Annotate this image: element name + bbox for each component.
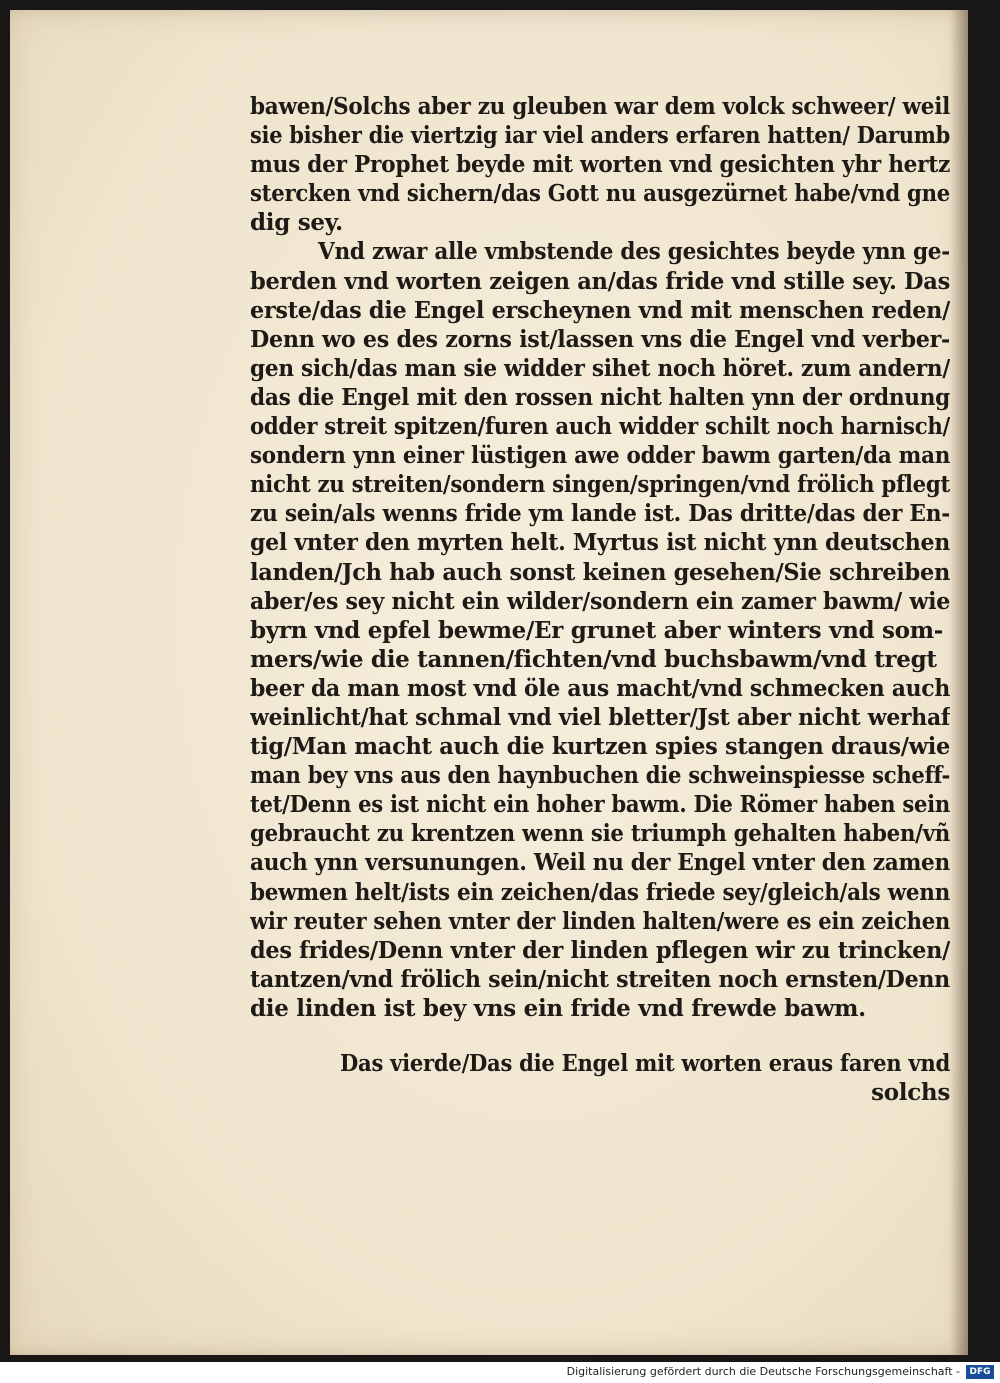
text-line: stercken vnd sichern/das Gott nu ausgezürnet habe/vnd gne — [250, 180, 950, 208]
page-gutter-shadow — [950, 10, 968, 1355]
digitization-footer — [0, 1362, 1000, 1383]
text-line: gel vnter den myrten helt. Myrtus ist nicht ynn deutschen — [250, 529, 950, 557]
text-line: berden vnd worten zeigen an/das fride vnd stille sey. Das — [250, 267, 950, 295]
text-line: dig sey. — [250, 209, 343, 237]
text-line: bewmen helt/ists ein zeichen/das friede sey/gleich/als wenn — [250, 878, 950, 906]
text-line: odder streit spitzen/furen auch widder schilt noch harnisch/ — [250, 413, 950, 441]
text-line: gen sich/das man sie widder sihet noch höret. zum andern/ — [250, 354, 950, 382]
text-line: tet/Denn es ist nicht ein hoher bawm. Die Römer haben sein — [250, 791, 950, 819]
text-line: beer da man most vnd öle aus macht/vnd schmecken auch — [250, 674, 950, 702]
text-line: erste/das die Engel erscheynen vnd mit menschen reden/ — [250, 296, 950, 324]
text-line: weinlicht/hat schmal vnd viel bletter/Jst aber nicht werhaf — [250, 703, 950, 731]
dfg-logo: DFG — [966, 1365, 994, 1379]
catchword: solchs — [871, 1079, 950, 1107]
text-line: das die Engel mit den rossen nicht halten ynn der ordnung — [250, 383, 950, 411]
closing-line: Das vierde/Das die Engel mit worten eraus faren vnd — [340, 1050, 950, 1077]
text-line: gebraucht zu krentzen wenn sie triumph gehalten haben/vñ — [250, 820, 950, 848]
text-line: tig/Man macht auch die kurtzen spies stangen draus/wie — [250, 733, 950, 761]
text-line: sie bisher die viertzig iar viel anders erfaren hatten/ Darumb — [250, 122, 950, 150]
text-line: byrn vnd epfel bewme/Er grunet aber winters vnd som- — [250, 616, 943, 644]
text-line: man bey vns aus den haynbuchen die schweinspiesse scheff- — [250, 762, 950, 790]
text-line: Denn wo es des zorns ist/lassen vns die Engel vnd verber- — [250, 325, 950, 353]
text-line: sondern ynn einer lüstigen awe odder bawm garten/da man — [250, 442, 950, 470]
text-line: auch ynn versunungen. Weil nu der Engel vnter den zamen — [250, 849, 950, 877]
text-line: aber/es sey nicht ein wilder/sondern ein zamer bawm/ wie — [250, 587, 950, 615]
funding-credit: Digitalisierung gefördert durch die Deutsche Forschungsgemeinschaft - — [566, 1365, 960, 1378]
text-line: mers/wie die tannen/fichten/vnd buchsbawm/vnd tregt — [250, 645, 937, 673]
text-line: wir reuter sehen vnter der linden halten/were es ein zeichen — [250, 907, 950, 935]
text-line: die linden ist bey vns ein fride vnd frewde bawm. — [250, 994, 866, 1022]
text-line: zu sein/als wenns fride ym lande ist. Das dritte/das der En- — [250, 500, 950, 528]
text-line: mus der Prophet beyde mit worten vnd gesichten yhr hertz — [250, 151, 950, 179]
text-line: tantzen/vnd frölich sein/nicht streiten noch ernsten/Denn — [250, 965, 950, 993]
text-line: bawen/Solchs aber zu gleuben war dem volck schweer/ weil — [250, 93, 950, 120]
text-line: nicht zu streiten/sondern singen/springen/vnd frölich pflegt — [250, 471, 950, 499]
text-line: Vnd zwar alle vmbstende des gesichtes beyde ynn ge- — [318, 238, 950, 266]
text-block — [250, 92, 950, 1107]
text-line: landen/Jch hab auch sonst keinen gesehen/Sie schreiben — [250, 558, 950, 586]
text-line: des frides/Denn vnter der linden pflegen wir zu trincken/ — [250, 936, 950, 964]
